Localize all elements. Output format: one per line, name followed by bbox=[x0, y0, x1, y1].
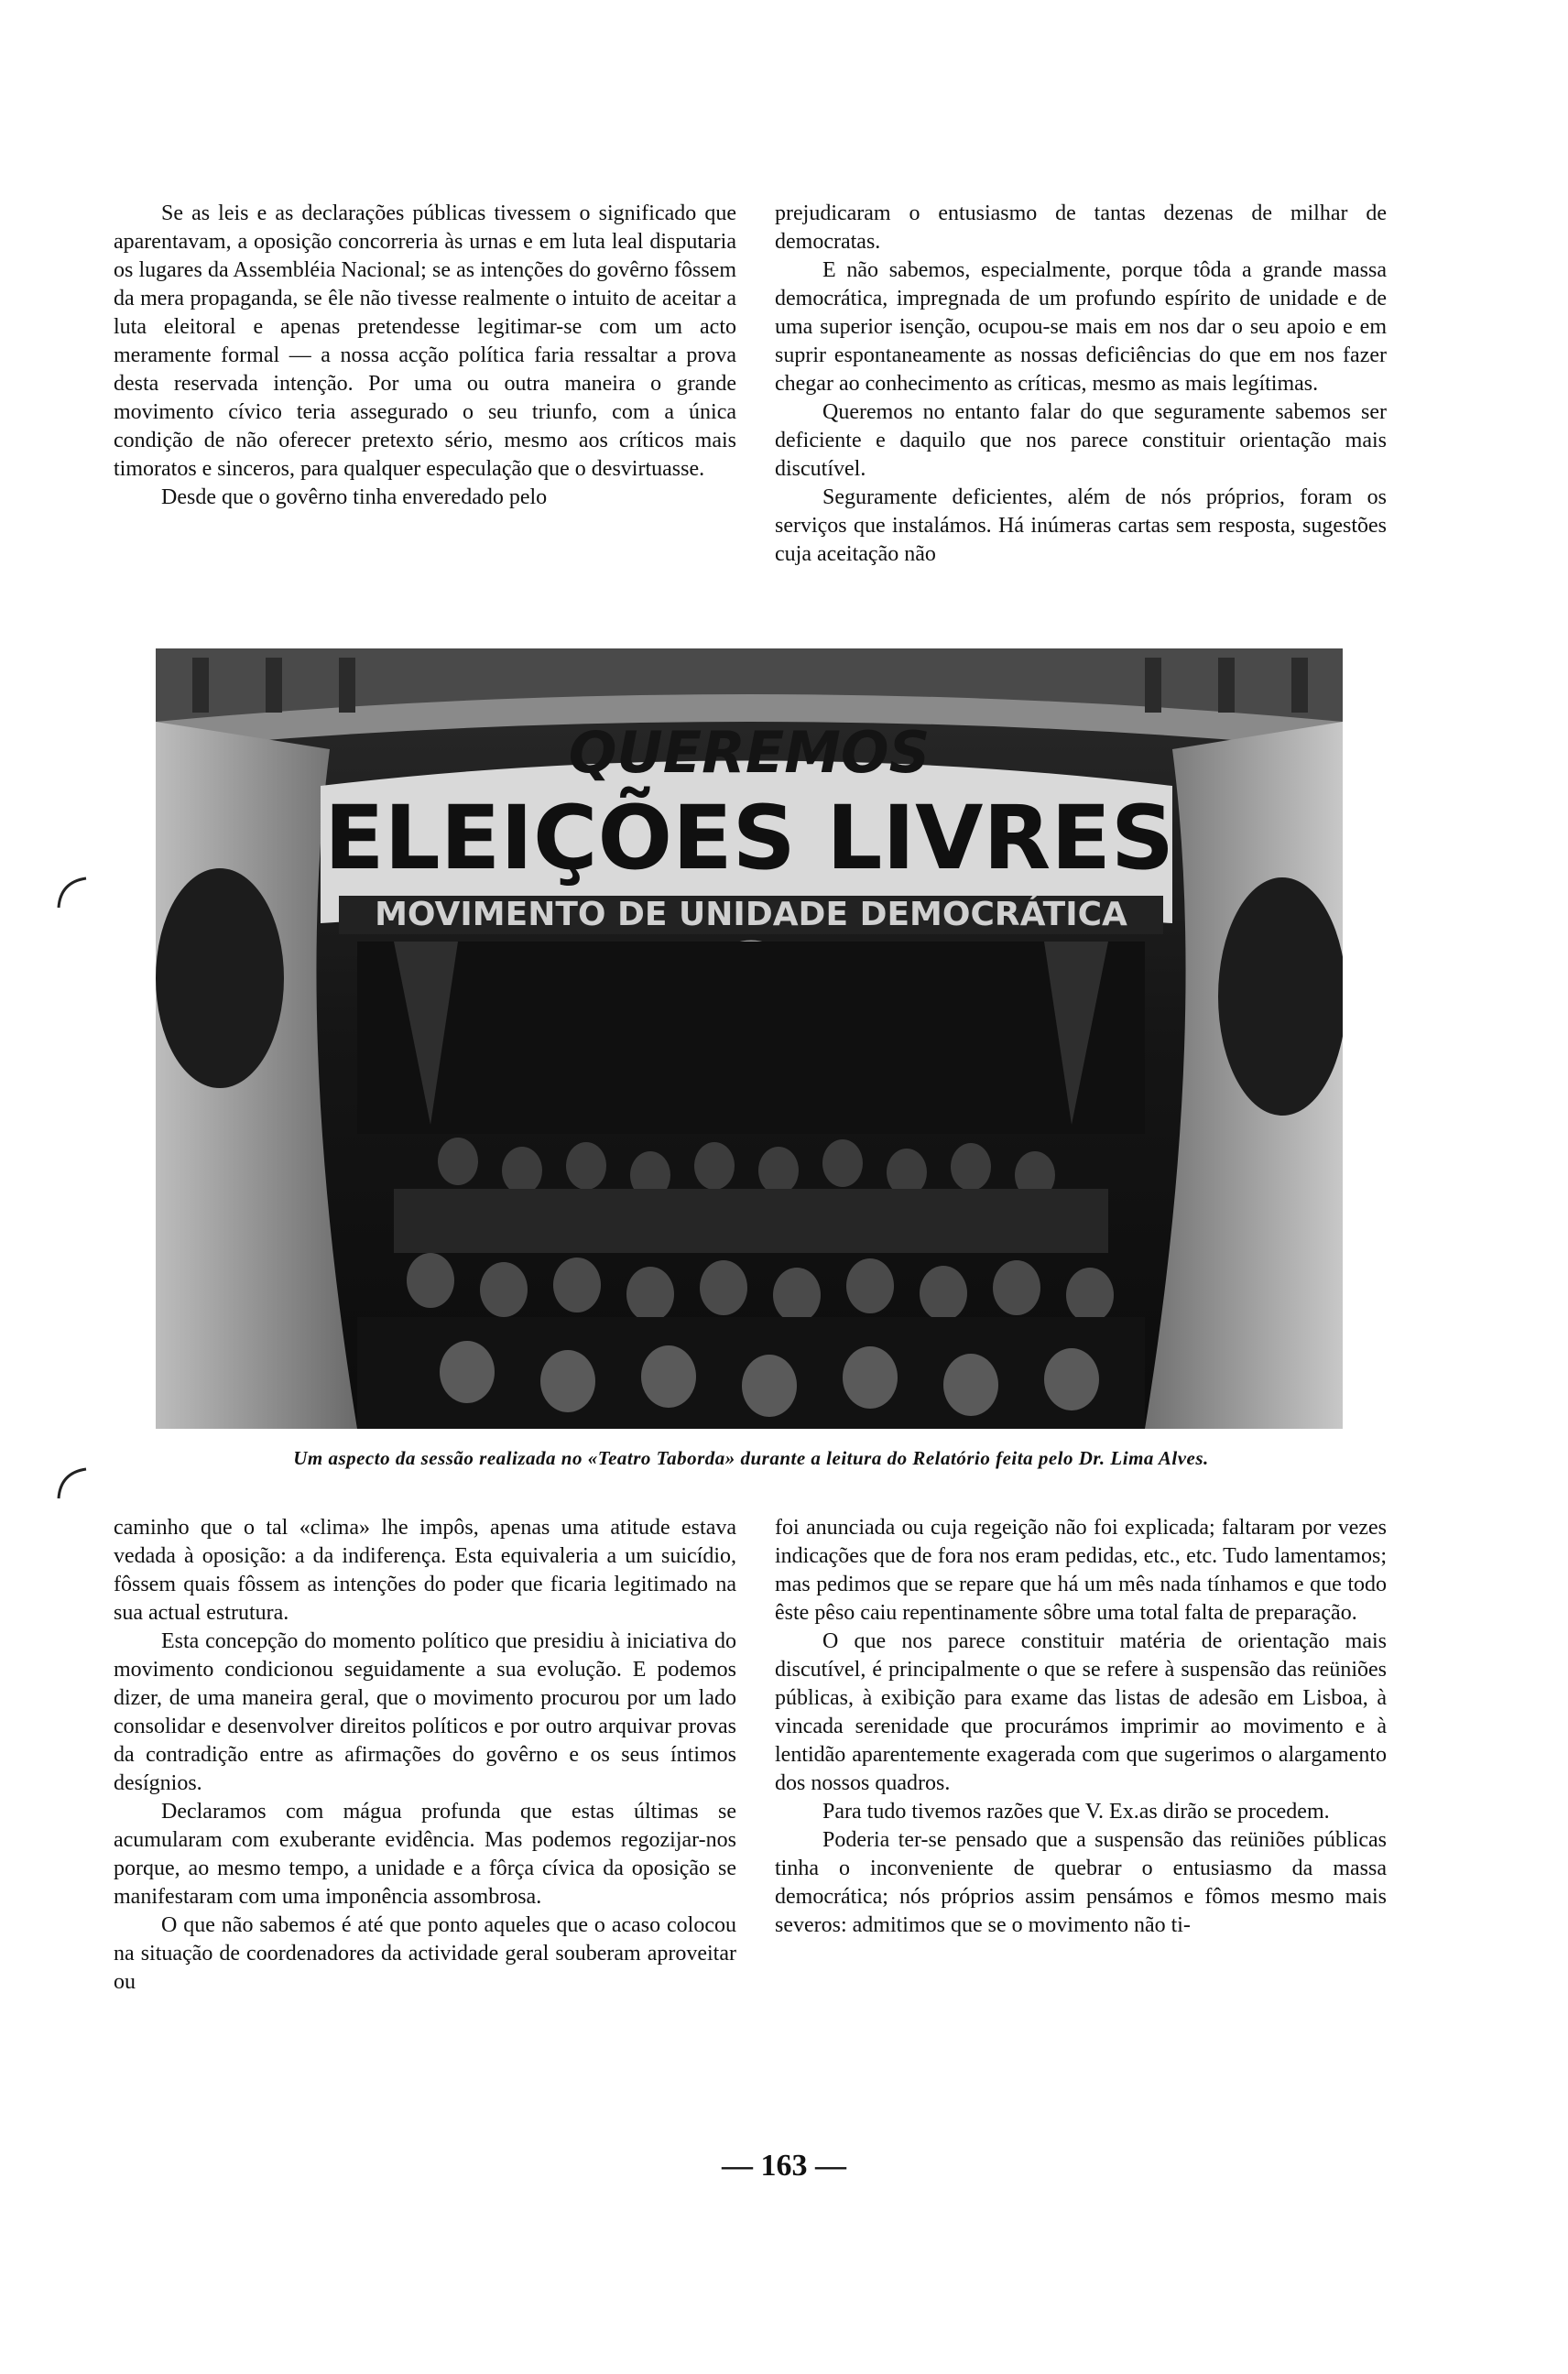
margin-mark-icon bbox=[53, 875, 90, 911]
paragraph: Desde que o govêrno tinha enveredado pelo bbox=[161, 485, 548, 509]
paragraph: O que não sabemos é até que ponto aqueles que o acaso colocou na situação de coordenadores da actividade geral souberam aproveitar ou bbox=[114, 1913, 736, 1994]
column-bottom-left bbox=[114, 1514, 736, 1997]
margin-mark-icon bbox=[53, 1465, 90, 1502]
paragraph: Declaramos com mágua profunda que estas últimas se acumularam com exuberante evidência. Mas podemos regozijar-nos porque, ao mesmo tempo, a unidade e a fôrça cívica da oposição se manifestaram com uma imponência assombrosa. bbox=[114, 1800, 736, 1909]
paragraph: foi anunciada ou cuja regeição não foi explicada; faltaram por vezes indicações que de fora nos eram pedidas, etc., etc. Tudo lamentamos; mas pedimos que se repare que há um mês nada tínhamos e que todo êste pêso caiu repentinamente sôbre uma total falta de preparação. bbox=[775, 1516, 1387, 1625]
photo-illustration bbox=[156, 648, 1343, 1429]
column-top-left bbox=[114, 200, 736, 512]
paragraph: Para tudo tivemos razões que V. Ex.as dirão se procedem. bbox=[822, 1800, 1330, 1824]
banner-line-2: ELEIÇÕES LIVRES bbox=[323, 787, 1175, 889]
column-top-right bbox=[775, 200, 1387, 569]
photo-caption: Um aspecto da sessão realizada no «Teatro Taborda» durante a leitura do Relatório feita pelo Dr. Lima Alves. bbox=[293, 1447, 1209, 1469]
paragraph: Seguramente deficientes, além de nós próprios, foram os serviços que instalámos. Há inúmeras cartas sem resposta, sugestões cuja aceitação não bbox=[775, 485, 1387, 566]
page-number: — 163 — bbox=[722, 2149, 846, 2183]
column-bottom-right bbox=[775, 1514, 1387, 1940]
banner-line-3: MOVIMENTO DE UNIDADE DEMOCRÁTICA bbox=[375, 896, 1127, 933]
paragraph: O que nos parece constituir matéria de orientação mais discutível, é principalmente o que se refere à suspensão das reüniões públicas, à exibição para exame das listas de adesão em Lisboa, à vincada serenidade que procurámos imprimir ao movimento e à lentidão aparentemente exagerada com que sugerimos o alargamento dos nossos quadros. bbox=[775, 1629, 1387, 1795]
photograph-theatre-session bbox=[156, 648, 1343, 1429]
paragraph: Poderia ter-se pensado que a suspensão das reüniões públicas tinha o inconveniente de quebrar o entusiasmo da massa democrática; nós próprios assim pensámos e fômos mesmo mais severos: admitimos que se o movimento não ti- bbox=[775, 1828, 1387, 1937]
paragraph: prejudicaram o entusiasmo de tantas dezenas de milhar de democratas. bbox=[775, 201, 1387, 254]
paragraph: Se as leis e as declarações públicas tivessem o significado que aparentavam, a oposição concorreria às urnas e em luta leal disputaria os lugares da Assembléia Nacional; se as intenções do govêrno fôssem da mera propaganda, se êle não tivesse realmente o intuito de aceitar a luta eleitoral e apenas pretendesse legitimar-se com um acto meramente formal — a nossa acção política faria ressaltar a prova desta reservada intenção. Por uma ou outra maneira o grande movimento cívico teria assegurado o seu triunfo, com a única condição de não oferecer pretexto sério, mesmo aos críticos mais timoratos e sinceros, para qualquer especulação que o desvirtuasse. bbox=[114, 201, 736, 481]
paragraph: Queremos no entanto falar do que seguramente sabemos ser deficiente e daquilo que nos parece constituir orientação mais discutível. bbox=[775, 400, 1387, 481]
paragraph: E não sabemos, especialmente, porque tôda a grande massa democrática, impregnada de um profundo espírito de unidade e de uma superior isenção, ocupou-se mais em nos dar o seu apoio e em suprir espontaneamente as nossas deficiências do que em nos fazer chegar ao conhecimento as críticas, mesmo as mais legítimas. bbox=[775, 258, 1387, 396]
paragraph: caminho que o tal «clima» lhe impôs, apenas uma atitude estava vedada à oposição: a da indiferença. Esta equivaleria a um suicídio, fôssem quais fôssem as intenções do poder que ficaria legitimado na sua actual estrutura. bbox=[114, 1516, 736, 1625]
paragraph: Esta concepção do momento político que presidiu à iniciativa do movimento condicionou seguidamente a sua evolução. E podemos dizer, de uma maneira geral, que o movimento procurou por um lado consolidar e desenvolver direitos políticos e por outro arquivar provas da contradição entre as afirmações do govêrno e os seus íntimos desígnios. bbox=[114, 1629, 736, 1795]
banner-line-1: QUEREMOS bbox=[568, 719, 931, 786]
